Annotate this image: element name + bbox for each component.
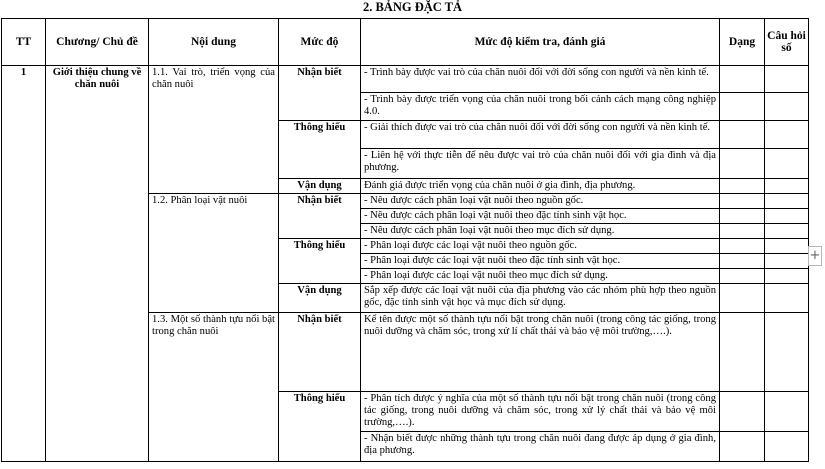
cell-question bbox=[765, 392, 809, 432]
expand-plus-button[interactable]: + bbox=[808, 246, 822, 266]
cell-question bbox=[765, 66, 809, 93]
cell-question bbox=[765, 121, 809, 149]
header-type: Dạng bbox=[720, 19, 765, 66]
cell-criteria: - Phân loại được các loại vật nuôi theo nguồn gốc. bbox=[361, 239, 720, 254]
cell-type bbox=[720, 224, 765, 239]
cell-type bbox=[720, 194, 765, 209]
specification-table bbox=[1, 18, 809, 462]
header-level: Mức độ bbox=[279, 19, 361, 66]
cell-criteria: - Phân loại được các loại vật nuôi theo đặc tính sinh vật học. bbox=[361, 254, 720, 269]
table-header-row bbox=[2, 19, 809, 66]
cell-criteria: - Nêu được cách phân loại vật nuôi theo nguồn gốc. bbox=[361, 194, 720, 209]
cell-criteria: - Phân loại được các loại vật nuôi theo mục đích sử dụng. bbox=[361, 269, 720, 284]
header-tt: TT bbox=[2, 19, 46, 66]
cell-question bbox=[765, 284, 809, 313]
cell-level-nhan-biet: Nhận biết bbox=[279, 66, 361, 121]
cell-type bbox=[720, 179, 765, 194]
cell-content-1-1: 1.1. Vai trò, triển vọng của chăn nuôi bbox=[149, 66, 279, 194]
cell-level-van-dung: Vận dụng bbox=[279, 284, 361, 313]
cell-question bbox=[765, 254, 809, 269]
cell-criteria: Kể tên được một số thành tựu nổi bật trong chăn nuôi (trong công tác giống, trong nuôi dưỡng và chăm sóc, trong xử lí chất thải và bảo vệ môi trường,….). bbox=[361, 313, 720, 392]
cell-question bbox=[765, 93, 809, 121]
cell-level-nhan-biet: Nhận biết bbox=[279, 194, 361, 239]
cell-level-nhan-biet: Nhận biết bbox=[279, 313, 361, 392]
cell-tt: 1 bbox=[2, 66, 46, 462]
cell-level-thong-hieu: Thông hiểu bbox=[279, 392, 361, 462]
page-title: 2. BẢNG ĐẶC TẢ bbox=[362, 0, 463, 14]
cell-content-1-3: 1.3. Một số thành tựu nổi bật trong chăn nuôi bbox=[149, 313, 279, 462]
cell-type bbox=[720, 254, 765, 269]
cell-criteria: - Giải thích được vai trò của chăn nuôi đối với đời sống con người và nền kinh tế. bbox=[361, 121, 720, 149]
cell-question bbox=[765, 224, 809, 239]
cell-type bbox=[720, 432, 765, 462]
cell-question bbox=[765, 239, 809, 254]
cell-type bbox=[720, 284, 765, 313]
cell-content-1-2: 1.2. Phân loại vật nuôi bbox=[149, 194, 279, 313]
cell-type bbox=[720, 313, 765, 392]
cell-criteria: - Phân tích được ý nghĩa của một số thành tựu nổi bật trong chăn nuôi (trong công tác giống, trong nuôi dưỡng và chăm sóc, trong xử lý chất thải và bảo vệ môi trường,….). bbox=[361, 392, 720, 432]
cell-type bbox=[720, 66, 765, 93]
table-row bbox=[2, 66, 809, 93]
cell-type bbox=[720, 239, 765, 254]
header-criteria: Mức độ kiểm tra, đánh giá bbox=[361, 19, 720, 66]
cell-level-van-dung: Vận dụng bbox=[279, 179, 361, 194]
cell-level-thong-hieu: Thông hiểu bbox=[279, 239, 361, 284]
cell-type bbox=[720, 149, 765, 179]
header-content: Nội dung bbox=[149, 19, 279, 66]
cell-question bbox=[765, 179, 809, 194]
cell-question bbox=[765, 149, 809, 179]
cell-criteria: - Liên hệ với thực tiễn để nêu được vai trò của chăn nuôi đối với gia đình và địa phương. bbox=[361, 149, 720, 179]
cell-question bbox=[765, 313, 809, 392]
cell-chapter: Giới thiệu chung về chăn nuôi bbox=[46, 66, 149, 462]
header-question-count: Câu hỏi số bbox=[765, 19, 809, 66]
cell-criteria: - Nêu được cách phân loại vật nuôi theo đặc tính sinh vật học. bbox=[361, 209, 720, 224]
cell-level-thong-hieu: Thông hiểu bbox=[279, 121, 361, 179]
cell-question bbox=[765, 432, 809, 462]
cell-criteria: - Trình bày được vai trò của chăn nuôi đối với đời sống con người và nền kinh tế. bbox=[361, 66, 720, 93]
cell-type bbox=[720, 121, 765, 149]
cell-criteria: - Trình bày được triển vọng của chăn nuôi trong bối cảnh cách mạng công nghiệp 4.0. bbox=[361, 93, 720, 121]
cell-type bbox=[720, 209, 765, 224]
cell-type bbox=[720, 93, 765, 121]
cell-criteria: Đánh giá được triển vọng của chăn nuôi ở gia đình, địa phương. bbox=[361, 179, 720, 194]
cell-question bbox=[765, 269, 809, 284]
cell-question bbox=[765, 194, 809, 209]
cell-type bbox=[720, 392, 765, 432]
cell-question bbox=[765, 209, 809, 224]
header-chapter: Chương/ Chủ đề bbox=[46, 19, 149, 66]
cell-criteria: - Nêu được cách phân loại vật nuôi theo mục đích sử dụng. bbox=[361, 224, 720, 239]
cell-type bbox=[720, 269, 765, 284]
cell-criteria: - Nhận biết được những thành tựu trong chăn nuôi đang được áp dụng ở gia đình, địa phương. bbox=[361, 432, 720, 462]
cell-criteria: Sắp xếp được các loại vật nuôi của địa phương vào các nhóm phù hợp theo nguồn gốc, đặc tính sinh vật học và mục đích sử dụng. bbox=[361, 284, 720, 313]
